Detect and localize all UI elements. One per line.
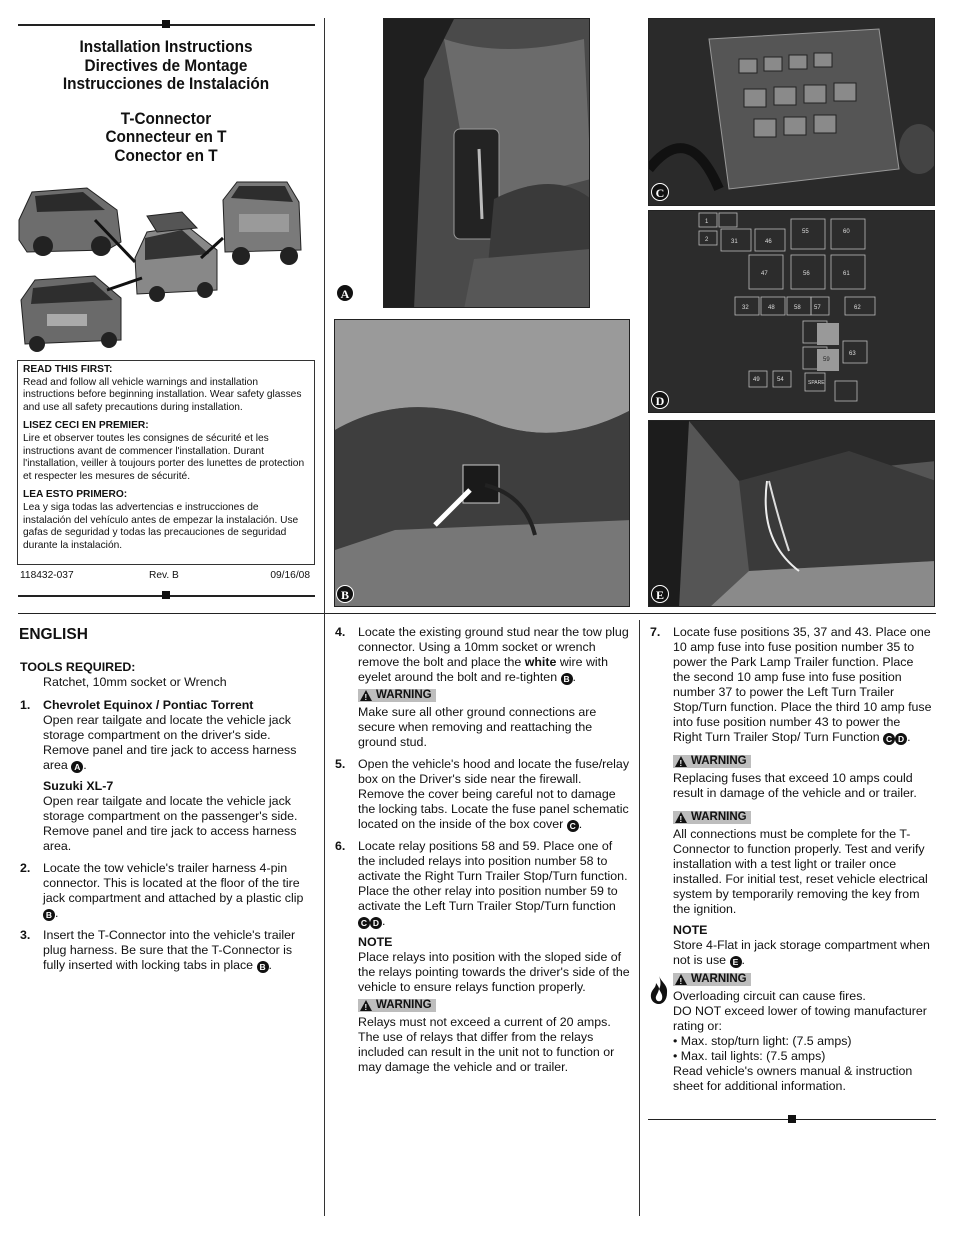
photo-c-fuse-box bbox=[648, 18, 935, 206]
step-1-vehicle-chevrolet: Chevrolet Equinox / Pontiac Torrent bbox=[43, 698, 254, 712]
warning-triangle-icon bbox=[360, 1000, 372, 1011]
warning-label-1: ! WARNING bbox=[358, 689, 436, 702]
revision: Rev. B bbox=[149, 570, 179, 581]
rule-marker bbox=[788, 1115, 796, 1123]
photo-label-b: B bbox=[336, 585, 354, 603]
step-2-text: Locate the tow vehicle's trailer harness 4-pin connector. This is located at the floor of the tire jack compartment and attached by a plastic clip bbox=[43, 861, 304, 905]
note-heading-1: NOTE bbox=[358, 935, 393, 949]
read-first-text-fr: Lire et observer toutes les consignes de sécurité et les instructions avant de commencer l'installation. Durant l'installation, veiller à toujours porter des lunettes de protection et respecter les mesures de sécurité. bbox=[23, 432, 305, 482]
warning-text-5c: Read vehicle's owners manual & instruction sheet for additional information. bbox=[673, 1064, 913, 1093]
fire-icon bbox=[648, 975, 670, 1005]
step-5-text: Open the vehicle's hood and locate the fuse/relay box on the Driver's side near the firewall. Remove the cover being careful not to damage the locking tabs. Locate the fuse panel schematic located on the inside of the box cover bbox=[358, 757, 630, 831]
instructions-column-2 bbox=[335, 625, 631, 1082]
fuse-55: 55 bbox=[802, 229, 809, 235]
fuse-60: 60 bbox=[843, 229, 850, 235]
column-divider bbox=[324, 18, 325, 1216]
photo-label-d: D bbox=[651, 391, 669, 409]
warning-text-1: Make sure all other ground connections are secure when removing and reattaching the ground stud. bbox=[358, 705, 597, 749]
ref-a-icon: A bbox=[71, 761, 83, 773]
read-first-heading-fr: LISEZ CECI EN PREMIER: bbox=[23, 420, 149, 432]
step-4-text-b: wire with eyelet around the bolt and re-tighten bbox=[358, 655, 609, 684]
warning-triangle-icon bbox=[675, 756, 687, 767]
fuse-46: 46 bbox=[765, 239, 772, 245]
photo-d-fuse-schematic bbox=[648, 210, 935, 413]
step-2: 2. Locate the tow vehicle's trailer harness 4-pin connector. This is located at the floor of the tire jack compartment and attached by a plastic clip B . bbox=[20, 861, 304, 920]
step-1-text: Open rear tailgate and locate the vehicle jack storage compartment on the driver's side. Remove panel and tire jack to access harness area bbox=[43, 713, 297, 772]
note-text-1: Place relays into position with the sloped side of the relays pointing towards the driver's side of the vehicle to ensure relays function properly. bbox=[358, 950, 630, 994]
ref-b-icon: B bbox=[43, 909, 55, 921]
vehicle-rear-open bbox=[135, 212, 217, 302]
fuse-47: 47 bbox=[761, 271, 768, 277]
note-text-2: Store 4-Flat in jack storage compartment when not is use bbox=[673, 938, 930, 967]
column-divider bbox=[639, 620, 640, 1216]
step-4-text-a: Locate the existing ground stud near the tow plug connector. Using a 10mm socket or wrench remove the bolt and place the bbox=[358, 625, 629, 669]
step-6: 6. Locate relay positions 58 and 59. Place one of the included relays into position number 58 to activate the Right Turn Trailer Stop/Turn function. Place the other relay into position number 59 to activate the Left Turn Trailer Stop/Turn function C D . NOTE Place relays into position with the sloped side of the relays pointing towards the driver's side of the vehicle to ensure relays function properly. ! WARNING Relays must not exceed a current of 20 amps. The use of relays that differ from the relays included can result in the unit not to function or may damage the vehicle and or trailer. bbox=[335, 839, 631, 1075]
ref-c-icon: C bbox=[567, 820, 579, 832]
photo-label-c: C bbox=[651, 183, 669, 201]
fuse-31: 31 bbox=[731, 239, 738, 245]
instructions-column-1 bbox=[20, 660, 316, 980]
product-fr: Connecteur en T bbox=[105, 128, 227, 146]
fuse-2: 2 bbox=[705, 237, 709, 243]
read-first-heading-en: READ THIS FIRST: bbox=[23, 364, 113, 375]
rule-marker bbox=[162, 591, 170, 599]
revision-date: 09/16/08 bbox=[270, 570, 310, 581]
step-1-text-suzuki: Open rear tailgate and locate the vehicle jack storage compartment on the passenger's side. Remove panel and tire jack to access harness area. bbox=[43, 794, 298, 853]
fuse-61: 61 bbox=[843, 271, 850, 277]
instructions-column-3 bbox=[650, 625, 932, 1094]
vehicle-rear-left bbox=[21, 276, 121, 352]
part-number: 118432-037 bbox=[20, 570, 74, 581]
fuse-63: 63 bbox=[849, 351, 856, 357]
warning-text-5a: Overloading circuit can cause fires. bbox=[673, 989, 866, 1003]
fuse-62: 62 bbox=[854, 305, 861, 311]
step-4: 4. Locate the existing ground stud near the tow plug connector. Using a 10mm socket or wrench remove the bolt and place the white wire with eyelet around the bolt and re-tighten B . ! WARNING Make sure all other ground connections are secure when removing and reattaching the ground stud. bbox=[335, 625, 631, 750]
ref-d-icon: D bbox=[370, 917, 382, 929]
step-5: 5. Open the vehicle's hood and locate the fuse/relay box on the Driver's side near the firewall. Remove the cover being careful not to damage the locking tabs. Locate the fuse panel schematic located on the inside of the box cover C . bbox=[335, 757, 630, 831]
photo-label-a: A bbox=[336, 284, 354, 302]
read-first-heading-es: LEA ESTO PRIMERO: bbox=[23, 489, 128, 501]
vehicle-front-left bbox=[19, 188, 121, 256]
ref-d-icon: D bbox=[895, 733, 907, 745]
photo-a-jack-compartment bbox=[383, 18, 590, 308]
step-7: 7. Locate fuse positions 35, 37 and 43. Place one 10 amp fuse into fuse position number 35 to power the Park Lamp Trailer function. Place the second 10 amp fuse into fuse position number 37 to power the Left Turn Trailer Stop/Turn function. Place the third 10 amp fuse into fuse position number 43 to power the Right Turn Trailer Stop/ Turn Function C D . ! WARNING Replacing fuses that exceed 10 amps could result in damage of the vehicle and or trailer. ! WARNING All connections must be complete for the T-Connector to function properly. Test and verify installation with a test light or trailer once installed. For initial test, reset vehicle electrical system by temporarily removing the key from the ignition. NOTE Store 4-Flat in jack storage compartment when not is use E . bbox=[650, 625, 932, 968]
warning-triangle-icon bbox=[360, 690, 372, 701]
warning-label-2: ! WARNING bbox=[358, 999, 436, 1012]
photo-label-e: E bbox=[651, 585, 669, 603]
fire-warning bbox=[650, 973, 932, 1094]
fuse-57: 57 bbox=[814, 305, 821, 311]
tools-heading: TOOLS REQUIRED: bbox=[20, 660, 136, 674]
step-1-vehicle-suzuki: Suzuki XL-7 bbox=[43, 779, 114, 793]
fuse-48: 48 bbox=[768, 305, 775, 311]
step-3-text: Insert the T-Connector into the vehicle's trailer plug harness. Be sure that the T-Connector is fully inserted with locking tabs in place bbox=[43, 928, 296, 972]
warning-text-2: Relays must not exceed a current of 20 amps. The use of relays that differ from the relays included can result in the unit not to function or may damage the vehicle and or trailer. bbox=[358, 1015, 615, 1074]
warning-label-3: ! WARNING bbox=[673, 755, 751, 768]
fuse-32: 32 bbox=[742, 305, 749, 311]
title-block bbox=[18, 38, 314, 165]
product-en: T-Connector bbox=[120, 109, 212, 128]
rule-marker bbox=[162, 20, 170, 28]
warning-label-4: ! WARNING bbox=[673, 811, 751, 824]
warning-triangle-icon bbox=[675, 812, 687, 823]
title-en: Installation Instructions bbox=[79, 38, 253, 56]
step-7-text: Locate fuse positions 35, 37 and 43. Place one 10 amp fuse into fuse position number 35 to power the Park Lamp Trailer function. Place the second 10 amp fuse into fuse position number 37 to power the Left Turn Trailer Stop/Turn function. Place the third 10 amp fuse into fuse position number 43 to power the Right Turn Trailer Stop/ Turn Function bbox=[673, 625, 932, 744]
title-es: Instrucciones de Instalación bbox=[62, 75, 270, 93]
fuse-58: 58 bbox=[794, 305, 801, 311]
read-first-box bbox=[17, 360, 315, 565]
title-fr: Directives de Montage bbox=[84, 56, 248, 75]
warning-bullet-2: • Max. tail lights: (7.5 amps) bbox=[673, 1049, 826, 1063]
warning-text-3: Replacing fuses that exceed 10 amps could result in damage of the vehicle and or trailer. bbox=[673, 771, 917, 800]
warning-bullet-1: • Max. stop/turn light: (7.5 amps) bbox=[673, 1034, 852, 1048]
step-1: 1. Chevrolet Equinox / Pontiac Torrent Open rear tailgate and locate the vehicle jack storage compartment on the driver's side. Remove panel and tire jack to access harness area A . Suzuki XL-7 Open rear tailgate and locate the vehicle jack storage compartment on the passenger's side. Remove panel and tire jack to access harness area. bbox=[20, 698, 316, 854]
ref-c-icon: C bbox=[883, 733, 895, 745]
warning-label-5: ! WARNING bbox=[673, 973, 751, 986]
step-3: 3. Insert the T-Connector into the vehicle's trailer plug harness. Be sure that the T-Connector is fully inserted with locking tabs in place B . bbox=[20, 928, 296, 972]
fuse-54: 54 bbox=[777, 377, 784, 383]
fuse-spare: SPARE bbox=[808, 380, 825, 386]
tools-text: Ratchet, 10mm socket or Wrench bbox=[43, 675, 227, 689]
fuse-1: 1 bbox=[705, 219, 709, 225]
step-4-wire-color: white bbox=[524, 655, 557, 669]
ref-b-icon: B bbox=[257, 961, 269, 973]
vehicle-illustration bbox=[17, 180, 317, 352]
ref-b-icon: B bbox=[561, 673, 573, 685]
warning-text-4: All connections must be complete for the T-Connector to function properly. Test and verify installation with a test light or trailer once installed. For initial test, reset vehicle electrical system by temporarily removing the key from the ignition. bbox=[673, 827, 928, 916]
photo-b-harness-connector bbox=[334, 319, 630, 607]
fuse-49: 49 bbox=[753, 377, 760, 383]
ref-c-icon: C bbox=[358, 917, 370, 929]
warning-text-5b: DO NOT exceed lower of towing manufacturer rating or: bbox=[673, 1004, 927, 1033]
read-first-text-en: Read and follow all vehicle warnings and installation instructions before beginning installation. Wear safety glasses and use all safety precautions during installation. bbox=[23, 376, 302, 413]
read-first-text-es: Lea y siga todas las advertencias e instrucciones de instalación del vehículo antes de empezar la instalación. Use gafas de seguridad y todas las precauciones de seguridad durante la instalación. bbox=[23, 501, 299, 551]
product-es: Conector en T bbox=[114, 146, 218, 165]
note-heading-2: NOTE bbox=[673, 923, 708, 937]
section-divider bbox=[18, 613, 936, 614]
fuse-59: 59 bbox=[823, 357, 830, 363]
warning-triangle-icon bbox=[675, 974, 687, 985]
photo-e-stored-connector bbox=[648, 420, 935, 607]
section-heading-english: ENGLISH bbox=[19, 626, 88, 643]
step-6-text: Locate relay positions 58 and 59. Place one of the included relays into position number 58 to activate the Right Turn Trailer Stop/Turn function. Place the other relay into position number 59 to activate the Left Turn Trailer Stop/Turn function bbox=[358, 839, 628, 913]
vehicle-rear-right bbox=[223, 182, 301, 265]
fuse-56: 56 bbox=[803, 271, 810, 277]
ref-e-icon: E bbox=[730, 956, 742, 968]
